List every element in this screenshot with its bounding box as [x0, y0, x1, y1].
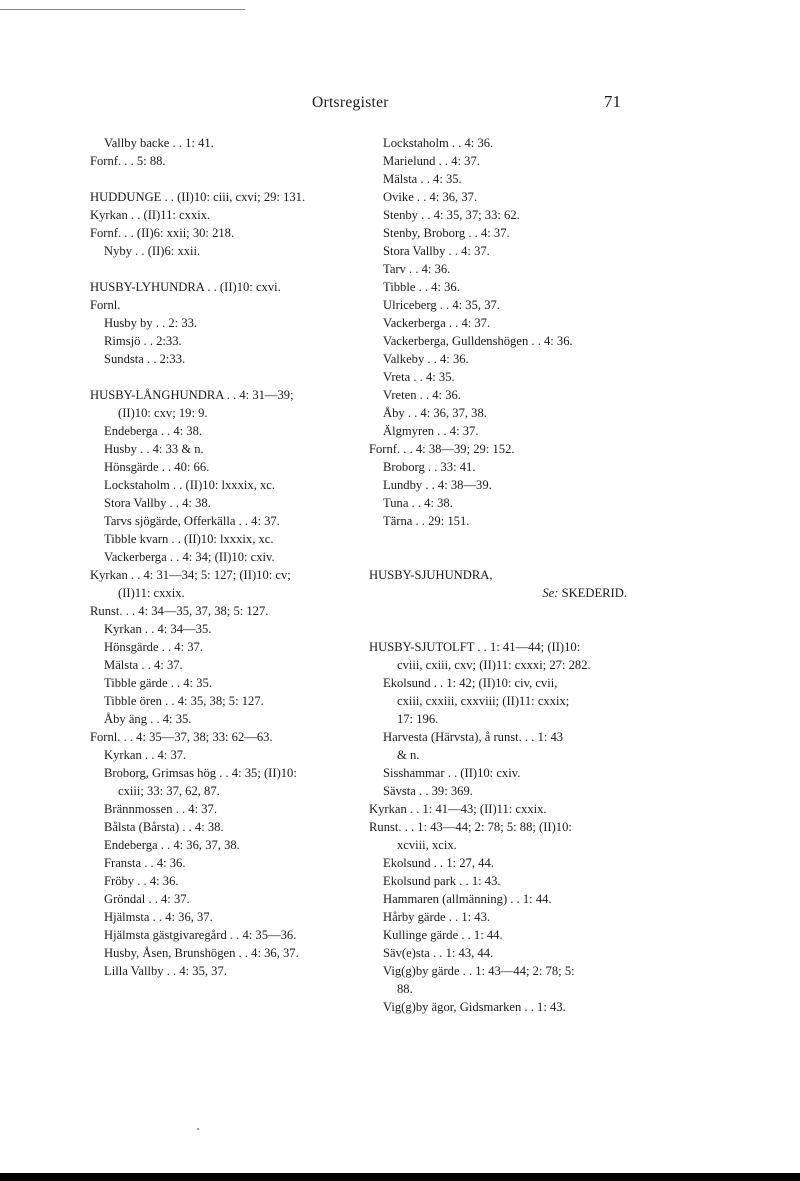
see-target: SKEDERID.	[561, 586, 627, 600]
index-entry: Stora Vallby . . 4: 37.	[383, 244, 490, 258]
index-heading: HUSBY-SJUHUNDRA,	[369, 568, 493, 582]
index-entry: Fröby . . 4: 36.	[104, 874, 179, 888]
index-entry: Ovike . . 4: 36, 37.	[383, 190, 478, 204]
speck-mark	[197, 1128, 199, 1130]
index-heading: Fornf. . . 5: 88.	[90, 154, 166, 168]
index-entry: Bålsta (Bårsta) . . 4: 38.	[104, 820, 224, 834]
index-entry: Hjälmsta gästgivaregård . . 4: 35—36.	[104, 928, 297, 942]
index-entry: Tibble gärde . . 4: 35.	[104, 676, 212, 690]
index-entry: Endeberga . . 4: 36, 37, 38.	[104, 838, 240, 852]
entry-spacer	[369, 530, 631, 548]
index-entry: Husby . . 4: 33 & n.	[104, 442, 204, 456]
index-entry: Broborg . . 33: 41.	[383, 460, 476, 474]
index-entry: Stenby . . 4: 35, 37; 33: 62.	[383, 208, 520, 222]
index-entry: Vackerberga . . 4: 37.	[383, 316, 491, 330]
index-entry: Lilla Vallby . . 4: 35, 37.	[104, 964, 227, 978]
index-entry: Åby . . 4: 36, 37, 38.	[383, 406, 487, 420]
page-title: Ortsregister	[312, 94, 389, 111]
index-entry: Ekolsund . . 1: 27, 44.	[383, 856, 494, 870]
index-column-right	[369, 134, 631, 1016]
index-entry: Kyrkan . . 4: 34—35.	[104, 622, 212, 636]
bottom-edge-bar	[0, 1173, 800, 1181]
index-entry: Sisshammar . . (II)10: cxiv.	[383, 766, 521, 780]
index-entry: Säv(e)sta . . 1: 43, 44.	[383, 946, 494, 960]
index-entry: Hjälmsta . . 4: 36, 37.	[104, 910, 213, 924]
top-rule	[0, 9, 245, 10]
index-entry: & n.	[397, 748, 420, 762]
index-entry: Tärna . . 29: 151.	[383, 514, 470, 528]
index-column-left	[90, 134, 360, 980]
index-entry: Hönsgärde . . 40: 66.	[104, 460, 210, 474]
see-reference	[369, 584, 631, 602]
index-entry: (II)11: cxxix.	[118, 586, 185, 600]
index-entry: Hönsgärde . . 4: 37.	[104, 640, 203, 654]
index-entry: Fransta . . 4: 36.	[104, 856, 186, 870]
index-entry: Ekolsund park . . 1: 43.	[383, 874, 501, 888]
index-entry: 88.	[397, 982, 413, 996]
index-entry: Tibble kvarn . . (II)10: lxxxix, xc.	[104, 532, 274, 546]
index-entry: Lundby . . 4: 38—39.	[383, 478, 492, 492]
index-entry: Sundsta . . 2:33.	[104, 352, 186, 366]
index-entry: Valkeby . . 4: 36.	[383, 352, 469, 366]
index-entry: Ulriceberg . . 4: 35, 37.	[383, 298, 500, 312]
index-entry: Nyby . . (II)6: xxii.	[104, 244, 201, 258]
see-label: Se:	[542, 586, 559, 600]
index-entry: Rimsjö . . 2:33.	[104, 334, 182, 348]
index-entry: Harvesta (Härvsta), å runst. . . 1: 43	[383, 730, 564, 744]
index-entry: (II)10: cxv; 19: 9.	[118, 406, 208, 420]
index-entry: Tibble . . 4: 36.	[383, 280, 460, 294]
index-entry: Hammaren (allmänning) . . 1: 44.	[383, 892, 552, 906]
index-entry: Gröndal . . 4: 37.	[104, 892, 190, 906]
index-entry: cxiii; 33: 37, 62, 87.	[118, 784, 220, 798]
index-entry: Kullinge gärde . . 1: 44.	[383, 928, 503, 942]
index-entry: Mälsta . . 4: 37.	[104, 658, 183, 672]
index-entry: Vig(g)by ägor, Gidsmarken . . 1: 43.	[383, 1000, 566, 1014]
index-entry: Tarv . . 4: 36.	[383, 262, 451, 276]
index-entry: Vreta . . 4: 35.	[383, 370, 455, 384]
index-heading: HUDDUNGE . . (II)10: ciii, cxvi; 29: 131.	[90, 190, 306, 204]
index-entry: Marielund . . 4: 37.	[383, 154, 480, 168]
index-entry: Husby by . . 2: 33.	[104, 316, 198, 330]
index-entry: 17: 196.	[397, 712, 439, 726]
index-entry: Hårby gärde . . 1: 43.	[383, 910, 491, 924]
index-heading: Runst. . . 1: 43—44; 2: 78; 5: 88; (II)10:	[369, 820, 572, 834]
index-entry: Husby, Åsen, Brunshögen . . 4: 36, 37.	[104, 946, 299, 960]
entry-spacer	[90, 260, 360, 278]
index-entry: Vackerberga . . 4: 34; (II)10: cxiv.	[104, 550, 275, 564]
index-entry: Ekolsund . . 1: 42; (II)10: civ, cvii,	[383, 676, 558, 690]
index-heading: Fornf. . . (II)6: xxii; 30: 218.	[90, 226, 235, 240]
index-entry: Tarvs sjögärde, Offerkälla . . 4: 37.	[104, 514, 280, 528]
index-heading: Kyrkan . . (II)11: cxxix.	[90, 208, 211, 222]
index-entry: Kyrkan . . 4: 37.	[104, 748, 187, 762]
index-entry: Vallby backe . . 1: 41.	[104, 136, 214, 150]
index-heading: Fornl.	[90, 298, 121, 312]
index-entry: cviii, cxiii, cxv; (II)11: cxxxi; 27: 282.	[397, 658, 591, 672]
index-heading: Kyrkan . . 1: 41—43; (II)11: cxxix.	[369, 802, 547, 816]
entry-spacer	[369, 620, 631, 638]
index-entry: Endeberga . . 4: 38.	[104, 424, 203, 438]
index-entry: Vig(g)by gärde . . 1: 43—44; 2: 78; 5:	[383, 964, 575, 978]
index-entry: Åby äng . . 4: 35.	[104, 712, 192, 726]
page-number: 71	[604, 92, 621, 111]
index-entry: Stenby, Broborg . . 4: 37.	[383, 226, 510, 240]
index-heading: Fornf. . . 4: 38—39; 29: 152.	[369, 442, 515, 456]
index-heading: Runst. . . 4: 34—35, 37, 38; 5: 127.	[90, 604, 269, 618]
index-entry: Vreten . . 4: 36.	[383, 388, 461, 402]
index-heading: HUSBY-LÅNGHUNDRA . . 4: 31—39;	[90, 388, 294, 402]
index-entry: Vackerberga, Gulldenshögen . . 4: 36.	[383, 334, 573, 348]
index-entry: Broborg, Grimsas hög . . 4: 35; (II)10:	[104, 766, 297, 780]
index-entry: Sävsta . . 39: 369.	[383, 784, 473, 798]
index-entry: cxiii, cxxiii, cxxviii; (II)11: cxxix;	[397, 694, 570, 708]
index-heading: HUSBY-SJUTOLFT . . 1: 41—44; (II)10:	[369, 640, 581, 654]
index-heading: HUSBY-LYHUNDRA . . (II)10: cxvi.	[90, 280, 281, 294]
index-entry: Lockstaholm . . (II)10: lxxxix, xc.	[104, 478, 276, 492]
index-entry: Lockstaholm . . 4: 36.	[383, 136, 494, 150]
entry-spacer	[369, 548, 631, 566]
index-entry: Älgmyren . . 4: 37.	[383, 424, 479, 438]
index-entry: Tuna . . 4: 38.	[383, 496, 453, 510]
index-entry: Mälsta . . 4: 35.	[383, 172, 462, 186]
entry-spacer	[90, 368, 360, 386]
index-entry: xcviii, xcix.	[397, 838, 457, 852]
entry-spacer	[90, 170, 360, 188]
entry-spacer	[369, 602, 631, 620]
index-entry: Tibble ören . . 4: 35, 38; 5: 127.	[104, 694, 264, 708]
index-heading: Kyrkan . . 4: 31—34; 5: 127; (II)10: cv;	[90, 568, 291, 582]
index-heading: Fornl. . . 4: 35—37, 38; 33: 62—63.	[90, 730, 273, 744]
index-entry: Brännmossen . . 4: 37.	[104, 802, 217, 816]
index-entry: Stora Vallby . . 4: 38.	[104, 496, 211, 510]
